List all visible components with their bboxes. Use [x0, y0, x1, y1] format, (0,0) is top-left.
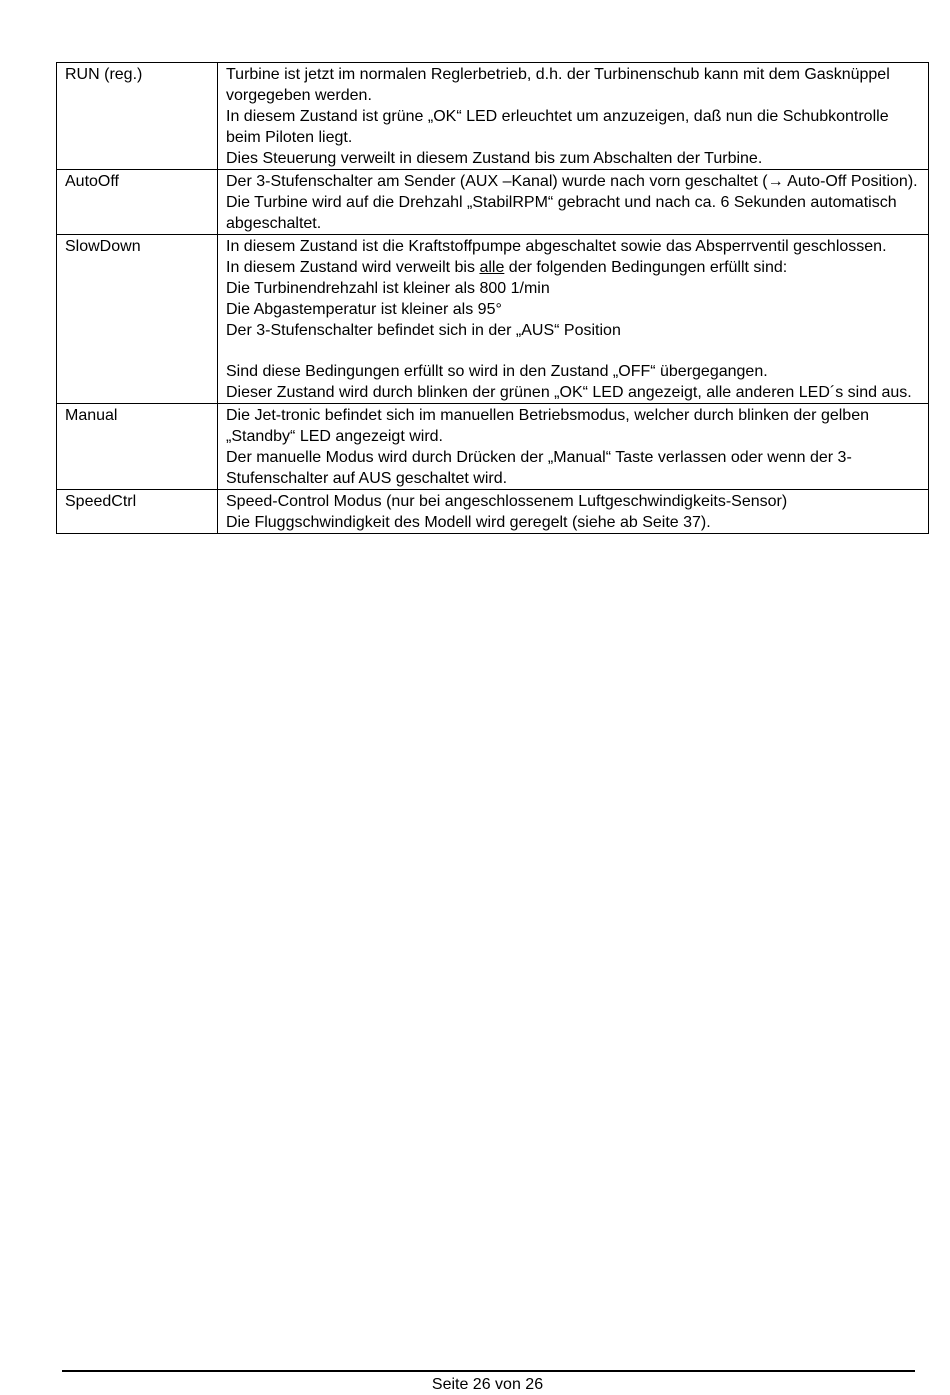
footer-divider	[62, 1370, 915, 1372]
description-line: Turbine ist jetzt im normalen Reglerbetrieb, d.h. der Turbinenschub kann mit dem Gasknüppel vorgegeben werden.	[226, 66, 890, 104]
description-line: Sind diese Bedingungen erfüllt so wird in den Zustand „OFF“ übergegangen.	[226, 363, 768, 380]
state-table	[56, 62, 929, 534]
state-name: SpeedCtrl	[57, 490, 218, 534]
description-line: Die Jet-tronic befindet sich im manuellen Betriebsmodus, welcher durch blinken der gelben „Standby“ LED angezeigt wird.	[226, 407, 869, 445]
state-name: AutoOff	[57, 170, 218, 235]
page-number: Seite 26 von 26	[431, 1376, 544, 1393]
table-row	[57, 235, 929, 404]
table-row	[57, 404, 929, 490]
state-description	[218, 490, 929, 534]
state-name: RUN (reg.)	[57, 63, 218, 170]
line-text: der folgenden Bedingungen erfüllt sind:	[504, 259, 788, 276]
state-description	[218, 404, 929, 490]
description-line: Die Fluggschwindigkeit des Modell wird geregelt (siehe ab Seite 37).	[226, 514, 711, 531]
line-text: In diesem Zustand wird verweilt bis	[226, 259, 480, 276]
description-line: Die Abgastemperatur ist kleiner als 95°	[226, 301, 502, 318]
description-line: Dies Steuerung verweilt in diesem Zustand bis zum Abschalten der Turbine.	[226, 150, 763, 167]
description-line	[226, 257, 920, 278]
description-line: In diesem Zustand ist die Kraftstoffpumpe abgeschaltet sowie das Absperrventil geschlossen.	[226, 238, 887, 255]
state-name: Manual	[57, 404, 218, 490]
description-line: Der manuelle Modus wird durch Drücken der „Manual“ Taste verlassen oder wenn der 3-Stufenschalter auf AUS geschaltet wird.	[226, 449, 852, 487]
state-description	[218, 170, 929, 235]
table-row	[57, 170, 929, 235]
description-line: Speed-Control Modus (nur bei angeschlossenem Luftgeschwindigkeits-Sensor)	[226, 493, 788, 510]
table-row	[57, 63, 929, 170]
state-description	[218, 235, 929, 404]
description-line: Die Turbinendrehzahl ist kleiner als 800 1/min	[226, 280, 550, 297]
description-line: Der 3-Stufenschalter befindet sich in der „AUS“ Position	[226, 322, 621, 339]
description-line: Der 3-Stufenschalter am Sender (AUX –Kanal) wurde nach vorn geschaltet (→ Auto-Off Position).	[226, 173, 918, 190]
state-description	[218, 63, 929, 170]
description-line: In diesem Zustand ist grüne „OK“ LED erleuchtet um anzuzeigen, daß nun die Schubkontrolle beim Piloten liegt.	[226, 108, 889, 146]
table-row	[57, 490, 929, 534]
description-line: Die Turbine wird auf die Drehzahl „StabilRPM“ gebracht und nach ca. 6 Sekunden automatisch abgeschaltet.	[226, 194, 897, 232]
state-name: SlowDown	[57, 235, 218, 404]
description-line: Dieser Zustand wird durch blinken der grünen „OK“ LED angezeigt, alle anderen LED´s sind aus.	[226, 384, 912, 401]
underlined-word: alle	[479, 259, 505, 276]
